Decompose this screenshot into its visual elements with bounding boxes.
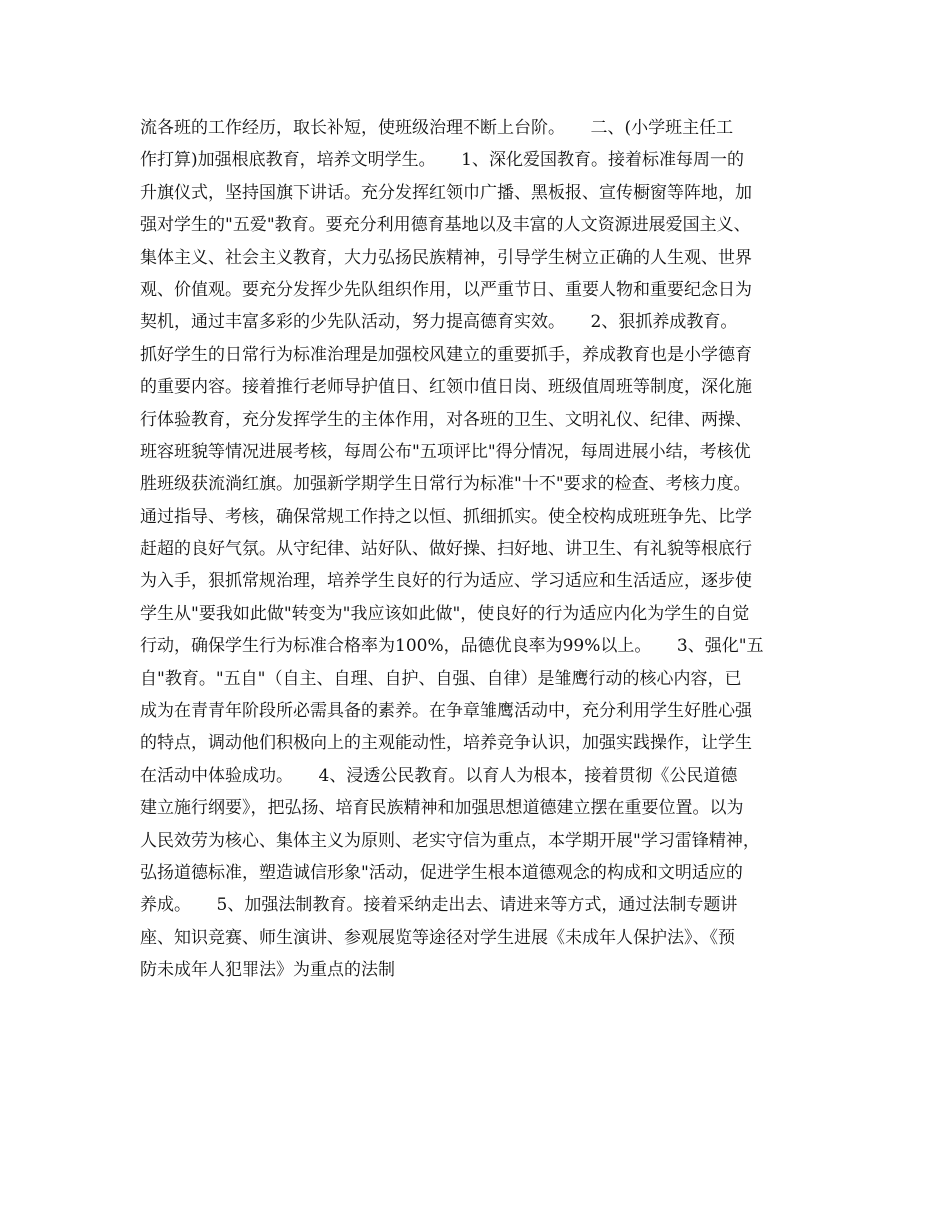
text-line: 的特点，调动他们积极向上的主观能动性，培养竞争认识，加强实践操作，让学生 [140, 733, 752, 754]
text-line: 行体验教育，充分发挥学生的主体作用，对各班的卫生、文明礼仪、纪律、两操、 [140, 409, 752, 430]
text-line: 的重要内容。接着推行老师导护值日、红领巾值日岗、班级值周班等制度，深化施 [140, 377, 752, 398]
text-line: 观、价值观。要充分发挥少先队组织作用，以严重节日、重要人物和重要纪念日为 [140, 279, 752, 300]
text-line: 防未成年人犯罪法》为重点的法制 [140, 960, 395, 981]
text-line: 胜班级获流淌红旗。加强新学期学生日常行为标准"十不"要求的检查、考核力度。 [140, 474, 751, 495]
text-line: 作打算)加强根底教育，培养文明学生。 1、深化爱国教育。接着标准每周一的 [140, 150, 744, 171]
text-line: 为入手，狠抓常规治理，培养学生良好的行为适应、学习适应和生活适应，逐步使 [140, 571, 752, 592]
text-line: 弘扬道德标准，塑造诚信形象"活动，促进学生根本道德观念的构成和文明适应的 [140, 862, 743, 883]
text-line: 流各班的工作经历，取长补短，使班级治理不断上台阶。 二、(小学班主任工 [140, 118, 734, 138]
text-line: 升旗仪式，坚持国旗下讲话。充分发挥红领巾广播、黑板报、宣传橱窗等阵地，加 [140, 182, 752, 203]
text-line: 在活动中体验成功。 4、浸透公民教育。以育人为根本，接着贯彻《公民道德 [140, 765, 738, 786]
body-text [140, 112, 830, 987]
text-line: 强对学生的"五爱"教育。要充分利用德育基地以及丰富的人文资源进展爱国主义、 [140, 215, 751, 236]
text-line: 建立施行纲要》，把弘扬、培育民族精神和加强思想道德建立摆在重要位置。以为 [140, 798, 744, 819]
text-line: 班容班貌等情况进展考核，每周公布"五项评比"得分情况，每周进展小结，考核优 [140, 441, 751, 462]
text-line: 自"教育。"五自"（自主、自理、自护、自强、自律）是雏鹰行动的核心内容，已 [140, 668, 742, 689]
text-line: 抓好学生的日常行为标准治理是加强校风建立的重要抓手，养成教育也是小学德育 [140, 344, 752, 365]
text-line: 通过指导、考核，确保常规工作持之以恒、抓细抓实。使全校构成班班争先、比学 [140, 506, 752, 527]
text-line: 成为在青青年阶段所必需具备的素养。在争章雏鹰活动中，充分利用学生好胜心强 [140, 701, 752, 722]
text-line: 集体主义、社会主义教育，大力弘扬民族精神，引导学生树立正确的人生观、世界 [140, 247, 752, 268]
text-line: 行动，确保学生行为标准合格率为100%，品德优良率为99%以上。 3、强化"五 [140, 636, 764, 657]
text-line: 赶超的良好气氛。从守纪律、站好队、做好操、扫好地、讲卫生、有礼貌等根底行 [140, 539, 752, 560]
text-line: 座、知识竞赛、师生演讲、参观展览等途径对学生进展《未成年人保护法》、《预 [140, 927, 735, 948]
text-line: 学生从"要我如此做"转变为"我应该如此做"，使良好的行为适应内化为学生的自觉 [140, 603, 750, 624]
text-line: 养成。 5、加强法制教育。接着采纳走出去、请进来等方式，通过法制专题讲 [140, 895, 738, 916]
text-line: 契机，通过丰富多彩的少先队活动，努力提高德育实效。 2、狠抓养成教育。 [140, 312, 738, 333]
text-line: 人民效劳为核心、集体主义为原则、老实守信为重点，本学期开展"学习雷锋精神， [140, 830, 760, 851]
